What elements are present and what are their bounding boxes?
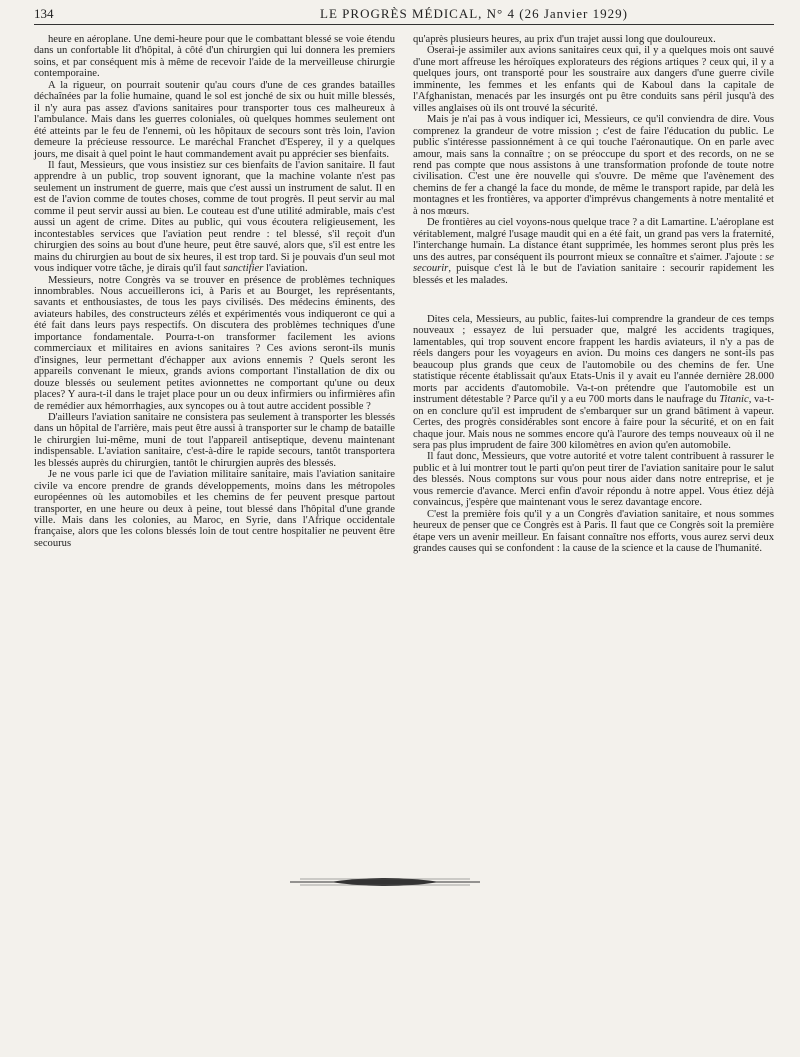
left-column bbox=[34, 34, 395, 549]
end-ornament bbox=[290, 872, 480, 892]
page-header bbox=[34, 6, 774, 25]
paragraph-text-after: , va-t-on en conclure qu'il est imprudent de s'embarquer sur un grand bâtiment à vapeur. Certes, des progrès considérables sont encore à faire pour la sécurité, et on en fait chaque jour. Mais nous ne sommes encore qu'à l'aurore des temps nouveaux où il ne sera pas plus imprudent de faire 300 kilomètres en avion qu'en automobile. bbox=[413, 394, 774, 451]
paragraph bbox=[413, 217, 774, 286]
paragraph-text: Oserai-je assimiler aux avions sanitaires ceux qui, il y a quelques mois ont sauvé d'une mort affreuse les héroïques explorateurs des régions artiques ? ceux qui, il y a quelques jours, ont transporté pour les soustraire aux dangers d'une guerre civile imminente, les femmes et les enfants qui de Kaboul dans la capitale de l'Afghanistan, menacés par les insurgés ont pu être conduits sans péril jusqu'à des villes anglaises où ils ont trouvé la sécurité. bbox=[413, 45, 774, 114]
paragraph bbox=[34, 469, 395, 549]
italic-term: se secourir bbox=[413, 251, 774, 275]
paragraph bbox=[413, 114, 774, 217]
paragraph-text: Dites cela, Messieurs, au public, faites-lui comprendre la grandeur de ces temps nouveaux ; essayez de lui persuader que, malgré les accidents tragiques, lamentables, qui trop souvent encore frappent les hardis aviateurs, il n'y a pas de réels dangers pour les voyageurs en avion. Du moins ces dangers ne sont-ils pas beaucoup plus grands que ceux de l'automobile ou des chemins de fer. Une statistique récente établissait qu'aux Etats-Unis il y avait eu l'année dernière 28.000 morts par accidents d'automobile. Va-t-on prétendre que l'automobile est un instrument détestable ? Parce qu'il y a eu 700 morts dans le naufrage du bbox=[413, 313, 774, 406]
paragraph-text: De frontières au ciel voyons-nous quelque trace ? a dit Lamartine. L'aéroplane est véritablement, malgré l'usage maudit qui en a été fait, un grand pas vers la fraternité, l'interchange humain. La distance étant supprimée, les hommes seront plus près les uns des autres, par conséquent ils pourront mieux se connaître et s'aimer. J'ajoute : bbox=[413, 217, 774, 263]
paragraph bbox=[413, 45, 774, 114]
paragraph bbox=[34, 412, 395, 469]
paragraph-text: Il faut, Messieurs, que vous insistiez sur ces bienfaits de l'avion sanitaire. Il faut apprendre à un public, trop souvent ignorant, que la machine volante n'est pas seulement un instrument de guerre, mais que c'est aussi un instrument de salut. Il en est de l'avion comme de toutes choses, comme de tout progrès. Il peut servir au mal comme il peut servir aussi au bien. Le couteau est d'une utilité admirable, mais c'est aussi un agent de crime. Dites au public, qui vous écoutera religieusement, les incontestables services que l'aviation peut rendre : tel blessé, s'il reçoit d'un chirurgien des soins au bout d'une heure, peut être sauvé, alors que, s'il est entre les mains du chirurgien au bout de six heures, il est trop tard. Si je pouvais d'un seul mot vous indiquer votre tâche, je dirais qu'il faut bbox=[34, 159, 395, 275]
paragraph-text: Je ne vous parle ici que de l'aviation militaire sanitaire, mais l'aviation sanitaire civile va encore prendre de grands développements, moins dans les métropoles européennes où les automobiles et les chemins de fer peuvent presque partout transporter, en une heure ou deux à peine, tout blessé dans l'hôpital d'une grande ville. Mais dans les colonies, au Maroc, en Syrie, dans l'Afrique occidentale française, alors que les colons blessés loin de tout centre hospitalier ne peuvent être secourus bbox=[34, 469, 395, 549]
paragraph bbox=[34, 160, 395, 275]
paragraph bbox=[34, 34, 395, 80]
paragraph bbox=[413, 34, 774, 45]
page-number: 134 bbox=[34, 6, 54, 21]
paragraph bbox=[413, 314, 774, 451]
paragraph-text: Mais je n'ai pas à vous indiquer ici, Messieurs, ce qu'il conviendra de dire. Vous comprenez la grandeur de votre mission ; c'est de faire l'éducation du public. Le public s'intéresse passionnément à ce qui touche l'aéronautique. On en parle avec amour, mais sans la connaître ; on se préoccupe du sport et des records, on ne se rend pas compte que nous assistons à une transformation profonde de toute notre civilisation. C'est une ère nouvelle qui s'ouvre. De même que l'avènement des chemins de fer a changé la face du monde, de même le transport rapide, par delà les montagnes et les frontières, va apporter d'imprévus changements à notre mentalité et à nos mœurs. bbox=[413, 114, 774, 217]
right-column bbox=[413, 34, 774, 554]
paragraph-text: D'ailleurs l'aviation sanitaire ne consistera pas seulement à transporter les blessés dans un hôpital de l'arrière, mais peut être aussi à transporter sur le champ de bataille le chirurgien lui-même, muni de tout l'appareil antiseptique, devenu maintenant indispensable. L'aviation sanitaire, c'est-à-dire le rapide secours, tantôt transportera les blessés auprès du chirurgien, tantôt le chirurgien auprès des blessés. bbox=[34, 411, 395, 469]
paragraph-text: C'est la première fois qu'il y a un Congrès d'aviation sanitaire, et nous sommes heureux de penser que ce Congrès est à Paris. Il faut que ce Congrès soit la première étape vers un avenir meilleur. En faisant connaître nos efforts, vous aurez servi deux grandes causes qui se confondent : la cause de la science et la cause de l'humanité. bbox=[413, 508, 774, 555]
paragraph-text: qu'après plusieurs heures, au prix d'un trajet aussi long que douloureux. bbox=[413, 34, 716, 45]
paragraph-text: A la rigueur, on pourrait soutenir qu'au cours d'une de ces grandes batailles déchaînées par la folie humaine, quand le sol est jonché de six ou huit mille blessés, il n'y aura pas assez d'avions sanitaires pour transporter tous ces malheureux à l'ambulance. Mais dans les guerres coloniales, où quelques hommes seulement ont été atteints par le feu de l'ennemi, où les hôpitaux de secours sont très loin, l'avion demeure la précieuse ressource. Le maréchal Franchet d'Esperey, il y a quelques jours, me disait à quel point le haut commandement avait pu apprécier ses bienfaits. bbox=[34, 79, 395, 160]
paragraph-text: Il faut donc, Messieurs, que votre autorité et votre talent contribuent à rassurer le public et à lui montrer tout le parti qu'on peut tirer de l'aviation sanitaire pour le salut des blessés. Nous comptons sur vous pour nous aider dans notre entreprise, et je vous remercie d'avance. Merci enfin d'avoir répondu à notre appel. Vous étiez déjà convaincus, j'espère que maintenant vous le serez davantage encore. bbox=[413, 451, 774, 509]
paragraph-text-after: l'aviation. bbox=[263, 263, 308, 275]
italic-term: Titanic bbox=[719, 394, 749, 406]
paragraph-text: Messieurs, notre Congrès va se trouver en présence de problèmes techniques innombrables. Nous accueillerons ici, à Paris et au Bourget, les représentants, savants et enthousiastes, de tous les pays civilisés. Des médecins éminents, des aviateurs habiles, des constructeurs zélés et expérimentés vous indiqueront ce qui a été fait dans leurs pays respectifs. On discutera des problèmes techniques d'une importance fondamentale. Pourra-t-on transformer facilement les avions commerciaux et militaires en avions sanitaires ? Ces avions seront-ils munis d'insignes, leur permettant d'échapper aux avions ennemis ? Quels seront les appareils convenant le mieux, grands avions comportant l'installation de dix ou douze blessés ou seulement petites avionnettes ne comportant qu'une ou deux places? Y aura-t-il dans le trajet place pour un ou deux infirmiers ou infirmières afin de remédier aux hémorrhagies, aux syncopes ou à tout autre accident possible ? bbox=[34, 274, 395, 412]
paragraph-text: heure en aéroplane. Une demi-heure pour que le combattant blessé se voie étendu dans un confortable lit d'hôpital, à côté d'un chirurgien qui lui donnera les premiers soins, et par conséquent mis à même de recevoir l'aide de la merveilleuse chirurgie contemporaine. bbox=[34, 34, 395, 80]
running-title: LE PROGRÈS MÉDICAL, N° 4 (26 Janvier 1929) bbox=[320, 6, 628, 21]
paragraph bbox=[413, 451, 774, 508]
italic-term: sanctifier bbox=[223, 263, 264, 275]
paragraph bbox=[34, 80, 395, 160]
text-columns bbox=[34, 34, 776, 904]
paragraph bbox=[34, 275, 395, 412]
paragraph-text-after: , puisque c'est là le but de l'aviation sanitaire : secourir rapidement les blessés et les malades. bbox=[413, 263, 774, 286]
paragraph bbox=[413, 509, 774, 555]
